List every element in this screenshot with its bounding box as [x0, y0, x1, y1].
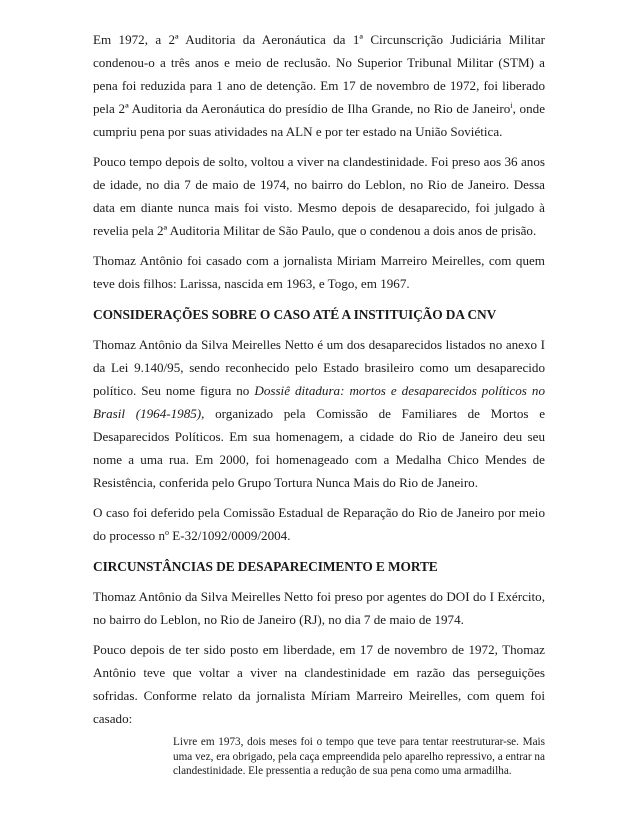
paragraph-text: Thomaz Antônio da Silva Meirelles Netto é um dos desaparecidos listados no anexo I da Lei 9.140/95, sendo reconhecido pelo Estado brasileiro como um desaparecido político. Seu nome figura no — [93, 337, 545, 398]
document-page — [93, 28, 545, 779]
paragraph-reparation — [93, 501, 545, 547]
footnote-marker[interactable]: i — [510, 101, 513, 110]
paragraph-arrest: Thomaz Antônio da Silva Meirelles Netto foi preso por agentes do DOI do I Exército, no bairro do Leblon, no Rio de Janeiro (RJ), no dia 7 de maio de 1974. — [93, 589, 545, 627]
paragraph-text: , organizado pela Comissão de Familiares de Mortos e Desaparecidos Políticos. Em sua homenagem, a cidade do Rio de Janeiro deu seu nome a uma rua. Em 2000, foi homenageado com a Medalha Chico Mendes de Resistência, conferida pelo Grupo Tortura Nunca Mais do Rio de Janeiro. — [93, 406, 546, 490]
dossier-title: Dossiê ditadura: mortos e desaparecidos políticos no Brasil (1964-1985) — [93, 383, 545, 421]
paragraph-text: O caso foi deferido pela Comissão Estadual de Reparação do Rio de Janeiro por meio do processo n — [93, 505, 545, 543]
paragraph-recognition — [93, 333, 545, 494]
paragraph-testimony-intro: Pouco depois de ter sido posto em liberdade, em 17 de novembro de 1972, Thomaz Antônio teve que voltar a viver na clandestinidade em razão das perseguições sofridas. Conforme relato da jornalista Míriam Marreiro Meirelles, com quem foi casado: — [93, 642, 545, 726]
paragraph-clandestinity: Pouco tempo depois de solto, voltou a viver na clandestinidade. Foi preso aos 36 anos de idade, no dia 7 de maio de 1974, no bairro do Leblon, no Rio de Janeiro. Dessa data em diante nunca mais foi visto. Mesmo depois de desaparecido, foi julgado à revelia pela 2ª Auditoria Militar de São Paulo, que o condenou a dois anos de prisão. — [93, 154, 545, 238]
paragraph-text: Em 1972, a 2ª Auditoria da Aeronáutica da 1ª Circunscrição Judiciária Militar condenou-o a três anos e meio de reclusão. No Superior Tribunal Militar (STM) a pena foi reduzida para 1 ano de detenção. Em 17 de novembro de 1972, foi liberado pela 2ª Auditoria da Aeronáutica do presídio de Ilha Grande, no Rio de Janeiro — [93, 32, 545, 116]
paragraph-sentence-release — [93, 28, 545, 143]
section-heading-circumstances: CIRCUNSTÂNCIAS DE DESAPARECIMENTO E MORTE — [93, 559, 438, 574]
testimony-quote: Livre em 1973, dois meses foi o tempo que teve para tentar reestruturar-se. Mais uma vez, era obrigado, pela caça empreendida pelo aparelho repressivo, a entrar na clandestinidade. Ele pressentia a redução de sua pena como uma armadilha. — [173, 736, 545, 777]
paragraph-family: Thomaz Antônio foi casado com a jornalista Miriam Marreiro Meirelles, com quem teve dois filhos: Larissa, nascida em 1963, e Togo, em 1967. — [93, 253, 545, 291]
paragraph-text: , onde cumpriu pena por suas atividades na ALN e por ter estado na União Soviética. — [93, 101, 546, 139]
section-heading-considerations: CONSIDERAÇÕES SOBRE O CASO ATÉ A INSTITUIÇÃO DA CNV — [93, 307, 497, 322]
paragraph-text: E-32/1092/0009/2004. — [169, 528, 291, 543]
ordinal-marker: o — [165, 528, 170, 537]
